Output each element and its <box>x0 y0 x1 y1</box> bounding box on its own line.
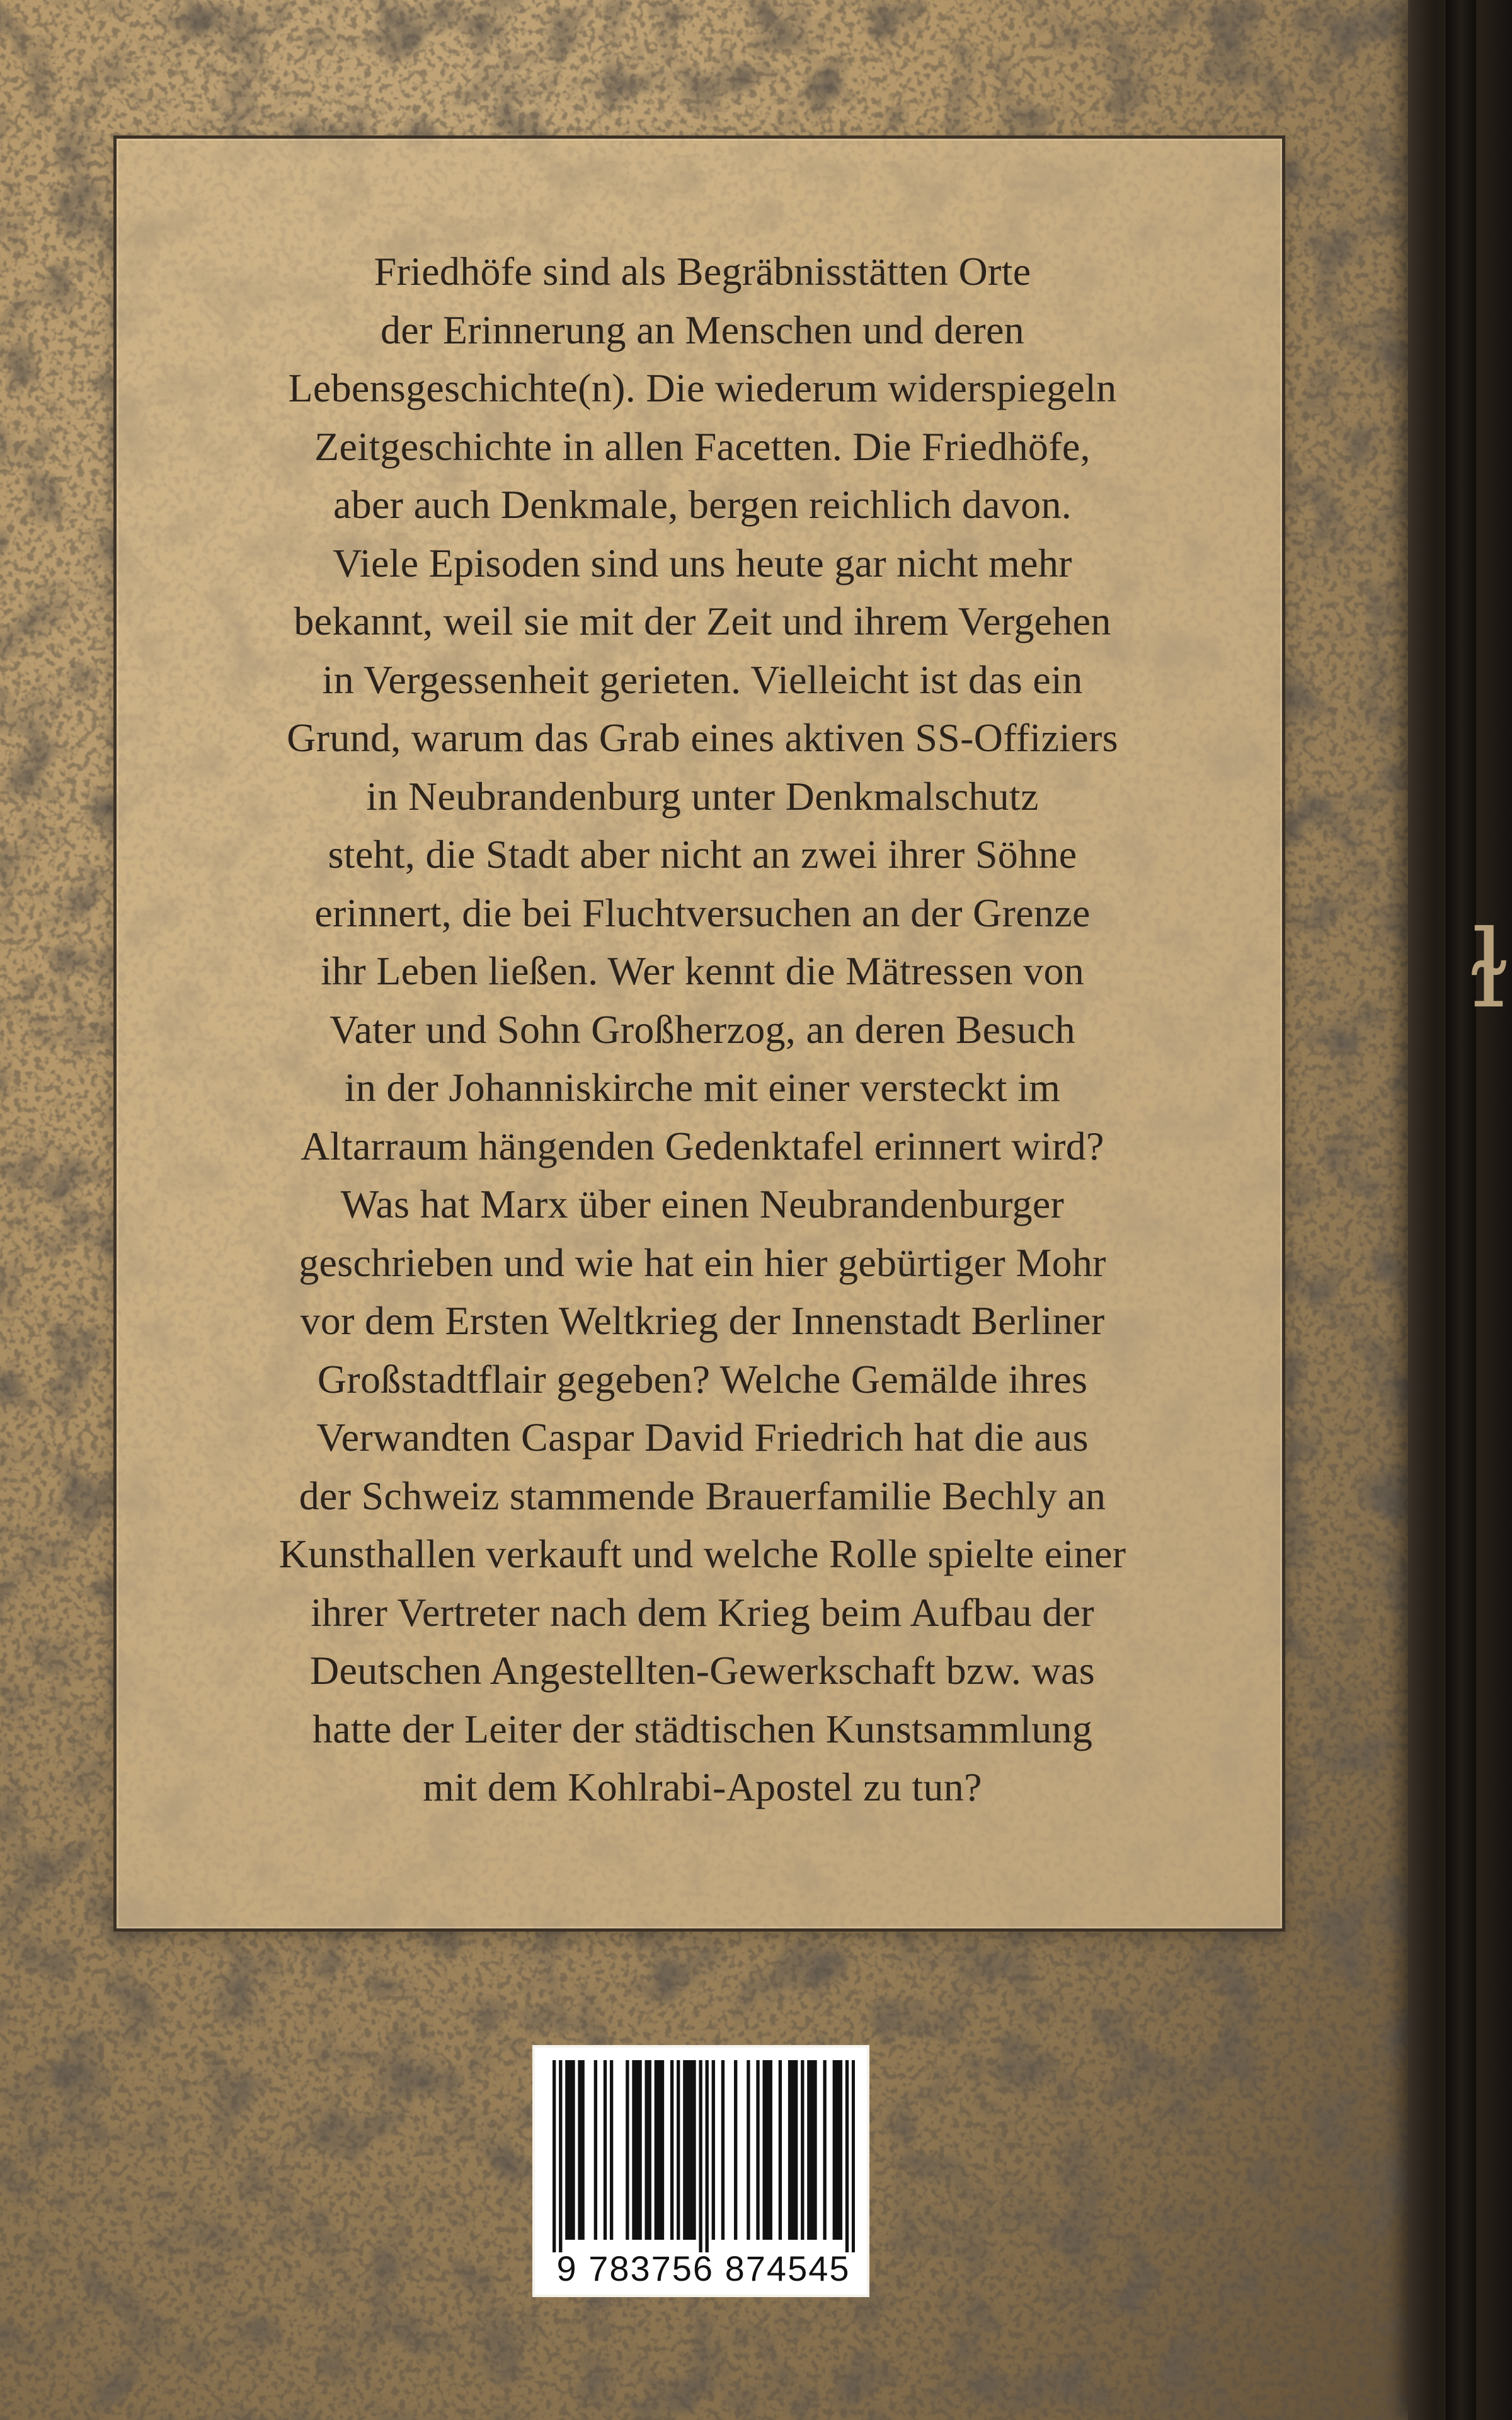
spine-stripe <box>1446 0 1476 2420</box>
blurb-line: Kunsthallen verkauft und welche Rolle spielte einer <box>278 1531 1126 1576</box>
barcode-bar <box>638 2060 641 2240</box>
barcode-bar <box>661 2060 664 2240</box>
blurb-line: Deutschen Angestellten-Gewerkschaft bzw. was <box>310 1648 1095 1693</box>
blurb-line: in Vergessenheit gerieten. Vielleicht ist das ein <box>322 657 1083 702</box>
barcode-bar <box>852 2060 855 2252</box>
blurb-line: geschrieben und wie hat ein hier gebürtiger Mohr <box>299 1240 1106 1285</box>
barcode-bar <box>565 2060 568 2240</box>
blurb-line: ihrer Vertreter nach dem Krieg beim Aufbau der <box>310 1589 1095 1635</box>
barcode-bar <box>769 2060 772 2240</box>
barcode-bar <box>581 2060 584 2240</box>
blurb-line: Zeitgeschichte in allen Facetten. Die Friedhöfe, <box>314 424 1091 469</box>
barcode-bar <box>553 2060 556 2252</box>
barcode-bar <box>836 2060 839 2240</box>
blurb-line: in Neubrandenburg unter Denkmalschutz <box>366 773 1039 819</box>
barcode-bar <box>655 2060 658 2240</box>
barcode-bar <box>839 2060 842 2240</box>
barcode-bar <box>604 2060 607 2240</box>
barcode-bar <box>734 2060 737 2240</box>
blurb-line: vor dem Ersten Weltkrieg der Innenstadt Berliner <box>300 1298 1105 1343</box>
barcode-bar <box>823 2060 826 2240</box>
blurb-line: Altarraum hängenden Gedenktafel erinnert wird? <box>301 1123 1104 1168</box>
blurb-line: ihr Leben ließen. Wer kennt die Mätressen von <box>320 948 1085 993</box>
barcode-bar <box>648 2060 651 2240</box>
barcode-bar <box>578 2060 581 2240</box>
barcode-bar <box>810 2060 813 2240</box>
barcode-bar <box>779 2060 782 2240</box>
blurb-line: steht, die Stadt aber nicht an zwei ihrer Söhne <box>328 832 1077 877</box>
barcode-bar <box>801 2060 804 2240</box>
barcode-bar <box>807 2060 810 2240</box>
blurb-line: Grund, warum das Grab eines aktiven SS-Offiziers <box>287 715 1118 760</box>
spine-edge <box>1408 0 1512 2420</box>
barcode-bar <box>766 2060 769 2240</box>
barcode-bar <box>686 2060 689 2240</box>
blurb-line: Verwandten Caspar David Friedrich hat die aus <box>316 1415 1089 1460</box>
blurb-panel <box>113 135 1285 1932</box>
barcode-bar <box>568 2060 571 2240</box>
barcode-bar <box>571 2060 575 2240</box>
barcode-bar <box>762 2060 765 2240</box>
barcode-bar <box>626 2060 629 2240</box>
blurb-line: bekannt, weil sie mit der Zeit und ihrem Vergehen <box>294 599 1111 643</box>
barcode-bar <box>699 2060 702 2252</box>
barcode-bar <box>788 2060 791 2240</box>
barcode-bars <box>553 2060 855 2252</box>
barcode-bar <box>658 2060 661 2240</box>
blurb-line: Vater und Sohn Großherzog, an deren Besuch <box>329 1006 1075 1052</box>
blurb-line: der Schweiz stammende Brauerfamilie Bechly an <box>299 1473 1106 1518</box>
barcode-bar <box>756 2060 759 2240</box>
barcode-digits: 9 783756 874545 <box>556 2249 850 2288</box>
blurb-text <box>117 243 1288 1817</box>
barcode-bar <box>677 2060 680 2240</box>
barcode-bar <box>791 2060 794 2240</box>
barcode-bar <box>794 2060 798 2240</box>
barcode-bar <box>683 2060 686 2240</box>
spine-title-fragment: ɫ <box>1468 908 1509 1032</box>
blurb-line: Großstadtflair gegeben? Welche Gemälde ihres <box>317 1356 1088 1402</box>
barcode-bar <box>689 2060 692 2240</box>
blurb-line: Lebensgeschichte(n). Die wiederum widerspiegeln <box>288 366 1117 410</box>
barcode-bar <box>692 2060 696 2240</box>
barcode-bar <box>645 2060 648 2240</box>
blurb-line: Friedhöfe sind als Begräbnisstätten Orte <box>374 249 1031 294</box>
barcode-bar <box>747 2060 750 2240</box>
blurb-line: mit dem Kohlrabi-Apostel zu tun? <box>423 1765 982 1809</box>
barcode-bar <box>706 2060 709 2252</box>
barcode-bar <box>670 2060 673 2240</box>
blurb-line: aber auch Denkmale, bergen reichlich davon. <box>333 482 1072 527</box>
isbn-barcode <box>532 2045 869 2297</box>
barcode-bar <box>632 2060 635 2240</box>
blurb-line: der Erinnerung an Menschen und deren <box>381 307 1024 352</box>
blurb-line: erinnert, die bei Fluchtversuchen an der Grenze <box>314 890 1091 935</box>
barcode-bar <box>813 2060 816 2240</box>
blurb-line: Was hat Marx über einen Neubrandenburger <box>340 1182 1065 1226</box>
barcode-bar <box>559 2060 562 2252</box>
barcode-bar <box>845 2060 849 2252</box>
barcode-bar <box>833 2060 836 2240</box>
blurb-line: Viele Episoden sind uns heute gar nicht mehr <box>333 540 1072 585</box>
barcode-bar <box>610 2060 613 2240</box>
blurb-line: in der Johanniskirche mit einer versteckt im <box>344 1065 1061 1110</box>
barcode-bar <box>594 2060 597 2240</box>
barcode-bar <box>721 2060 724 2240</box>
barcode-bar <box>635 2060 638 2240</box>
blurb-line: hatte der Leiter der städtischen Kunstsammlung <box>312 1706 1093 1751</box>
barcode-bar <box>712 2060 715 2240</box>
